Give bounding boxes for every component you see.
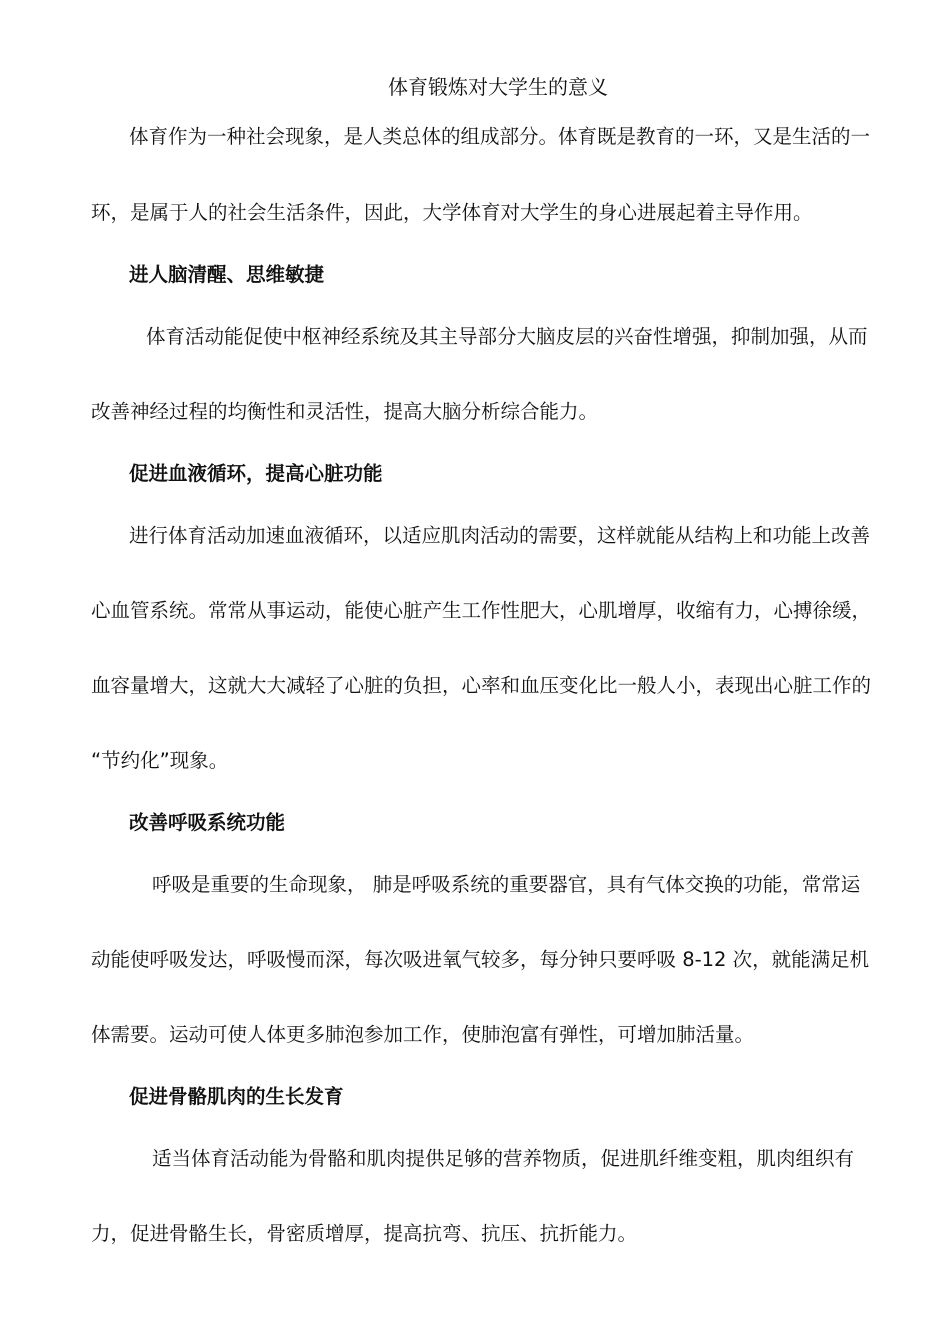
section-heading-heart: 促进血液循环，提高心脏功能 bbox=[129, 462, 383, 485]
section-heading-respiration: 改善呼吸系统功能 bbox=[129, 811, 286, 834]
section-bones-line-1: 适当体育活动能为骨骼和肌肉提供足够的营养物质，促进肌纤维变粗，肌肉组织有 bbox=[152, 1147, 855, 1170]
section-respiration-line-2: 动能使呼吸发达，呼吸慢而深，每次吸进氧气较多，每分钟只要呼吸 8-12 次，就能满足机 bbox=[91, 948, 870, 971]
section-heading-bones: 促进骨骼肌肉的生长发育 bbox=[129, 1085, 344, 1108]
section-heart-line-1: 进行体育活动加速血液循环，以适应肌肉活动的需要，这样就能从结构上和功能上改善 bbox=[129, 524, 871, 547]
section-heart-line-2: 心血管系统。常常从事运动，能使心脏产生工作性肥大，心肌增厚，收缩有力，心搏徐缓， bbox=[91, 599, 872, 622]
document-title: 体育锻炼对大学生的意义 bbox=[388, 75, 608, 99]
section-bones-line-2: 力，促进骨骼生长，骨密质增厚，提高抗弯、抗压、抗折能力。 bbox=[91, 1222, 638, 1245]
section-brain-line-1: 体育活动能促使中枢神经系统及其主导部分大脑皮层的兴奋性增强，抑制加强，从而 bbox=[146, 325, 868, 348]
section-heart-line-4: “节约化”现象。 bbox=[91, 749, 229, 772]
intro-line-1: 体育作为一种社会现象，是人类总体的组成部分。体育既是教育的一环，又是生活的一 bbox=[129, 125, 871, 148]
section-heart-line-3: 血容量增大，这就大大减轻了心脏的负担，心率和血压变化比一般人小，表现出心脏工作的 bbox=[91, 674, 872, 697]
section-heading-brain: 进人脑清醒、思维敏捷 bbox=[129, 263, 325, 286]
section-brain-line-2: 改善神经过程的均衡性和灵活性，提高大脑分析综合能力。 bbox=[91, 400, 599, 423]
intro-line-2: 环，是属于人的社会生活条件，因此，大学体育对大学生的身心进展起着主导作用。 bbox=[91, 201, 813, 224]
section-respiration-line-3: 体需要。运动可使人体更多肺泡参加工作，使肺泡富有弹性，可增加肺活量。 bbox=[91, 1023, 755, 1046]
section-respiration-line-1: 呼吸是重要的生命现象， 肺是呼吸系统的重要器官，具有气体交换的功能，常常运 bbox=[152, 873, 861, 896]
